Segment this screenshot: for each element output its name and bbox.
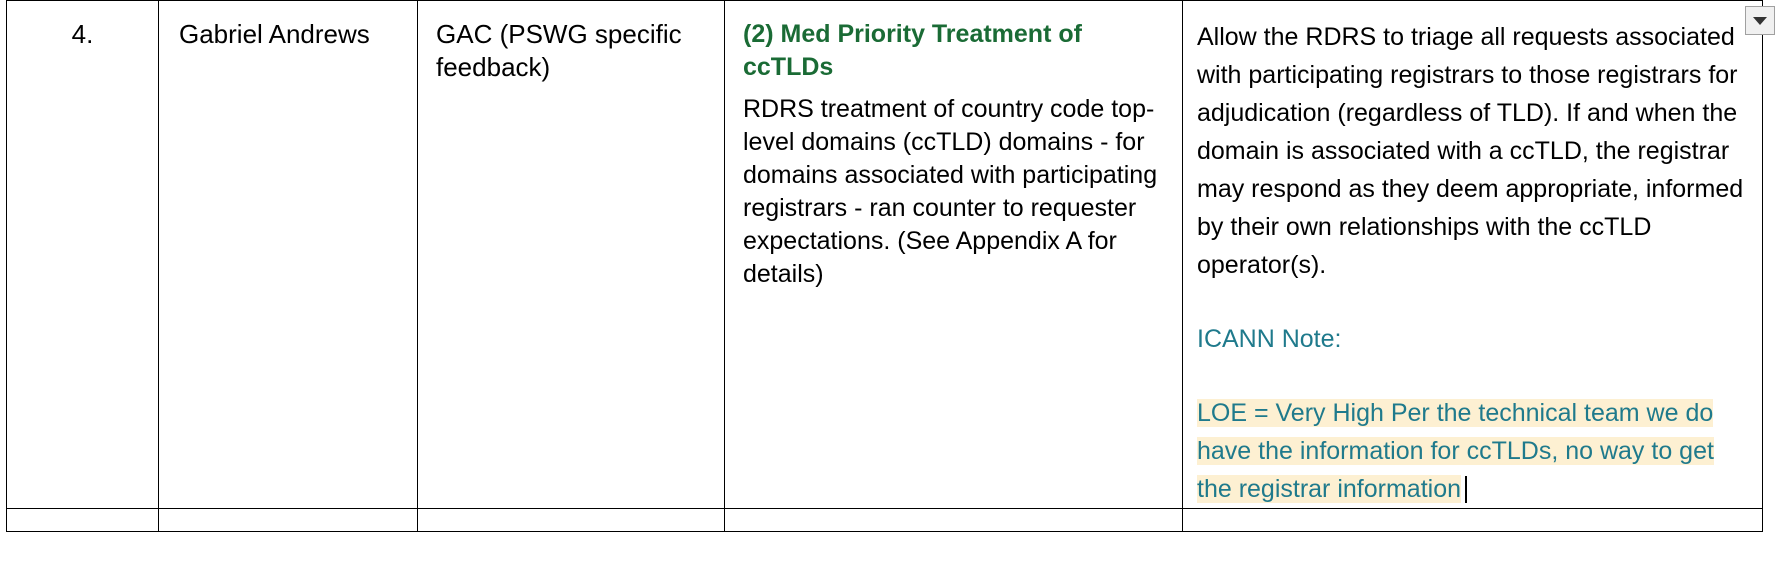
issue-body: RDRS treatment of country code top-level domains (ccTLD) domains - for domains associated with participating registrars - ran counter to requester expectations. (See Appendix A for details): [743, 95, 1158, 288]
cell-icann-response: [1183, 1, 1763, 509]
table-row: [7, 1, 1763, 509]
loe-highlight-text: LOE = Very High Per the technical team we do have the information for ccTLDs, no way to get the registrar information: [1197, 399, 1714, 503]
contributor-name-text: Gabriel Andrews: [179, 19, 370, 49]
issue-heading: (2) Med Priority Treatment of ccTLDs: [743, 20, 1082, 81]
feedback-table: [6, 0, 1763, 532]
cell-contributor-name-next: [159, 509, 418, 532]
text-cursor: [1465, 476, 1467, 503]
row-number-text: 4.: [71, 19, 94, 49]
cell-group: [418, 1, 725, 509]
group-text: GAC (PSWG specific feedback): [436, 19, 682, 82]
table-row-next: [7, 509, 1763, 532]
cell-row-number-next: [7, 509, 159, 532]
loe-highlighted-note: [1197, 394, 1750, 508]
cell-row-number: [7, 1, 159, 509]
issue-container: [725, 1, 1182, 291]
icann-note-label: ICANN Note:: [1197, 325, 1342, 353]
cell-icann-response-next: [1183, 509, 1763, 532]
response-container: [1183, 1, 1762, 508]
cell-issue-next: [725, 509, 1183, 532]
triangle-up-icon: [1753, 17, 1767, 25]
cell-contributor-name: [159, 1, 418, 509]
cell-group-next: [418, 509, 725, 532]
scrollbar-up-button[interactable]: [1745, 6, 1775, 35]
cell-issue: [725, 1, 1183, 509]
response-paragraph: Allow the RDRS to triage all requests associated with participating registrars to those registrars for adjudication (regardless of TLD). If and when the domain is associated with a ccTLD, the registrar may respond as they deem appropriate, informed by their own relationships with the ccTLD operator(s).: [1197, 23, 1744, 279]
